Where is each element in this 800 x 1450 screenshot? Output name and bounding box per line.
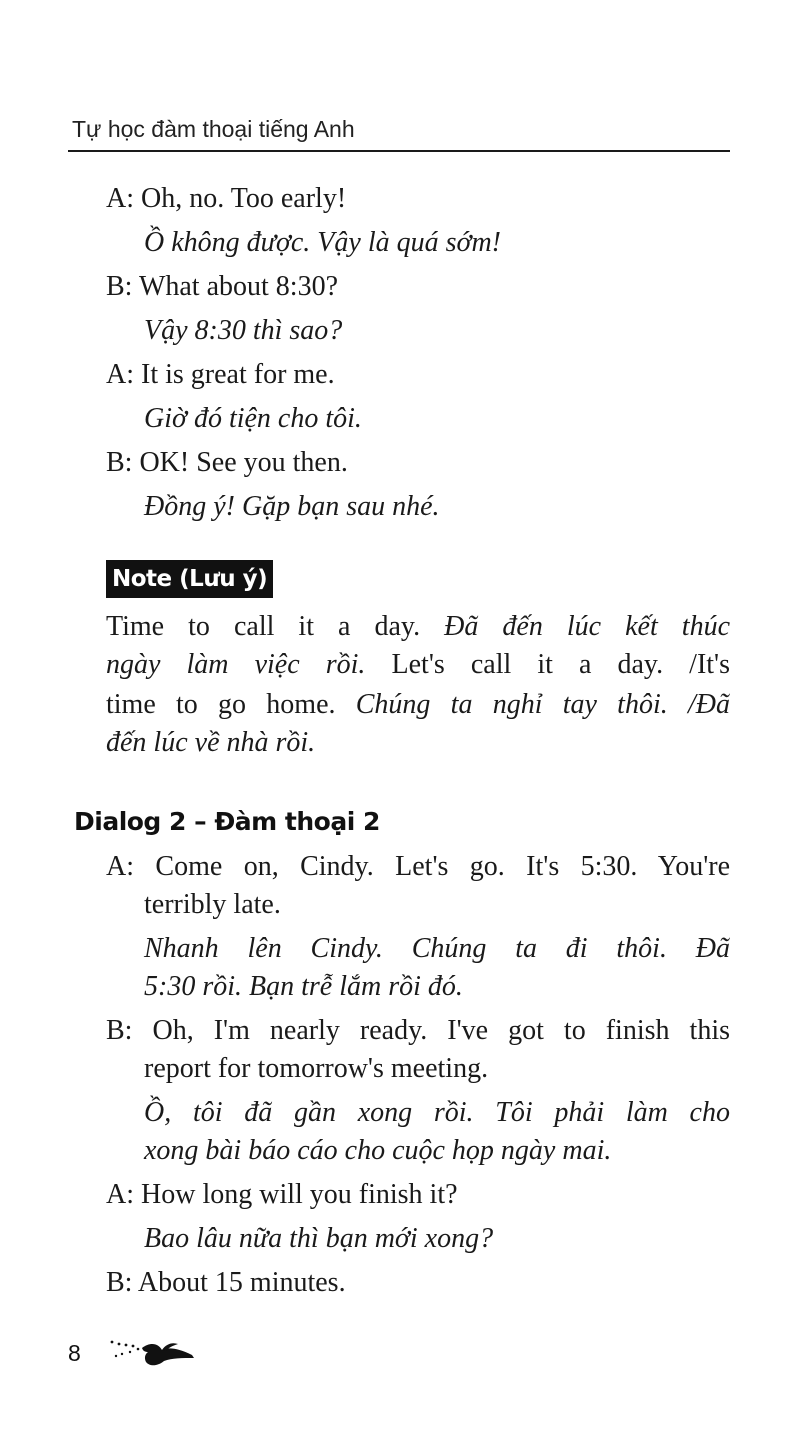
dialog2-line-en: B: Oh, I'm nearly ready. I've got to finish this bbox=[106, 1015, 730, 1046]
note-text-en: Time to call it a day. bbox=[106, 611, 445, 642]
dialog2-line-vi: Ồ, tôi đã gần xong rồi. Tôi phải làm cho bbox=[144, 1097, 730, 1128]
note-line bbox=[106, 650, 730, 680]
dialog2-heading: Dialog 2 – Đàm thoại 2 bbox=[74, 807, 380, 836]
note-line bbox=[106, 690, 730, 720]
note-text-vi: Đã đến lúc kết thúc bbox=[444, 611, 730, 642]
sparrow-ornament-icon bbox=[108, 1328, 200, 1376]
dialog2-line-vi: Bao lâu nữa thì bạn mới xong? bbox=[144, 1223, 494, 1254]
note-line bbox=[106, 612, 730, 642]
dialog2-line-vi: Nhanh lên Cindy. Chúng ta đi thôi. Đã bbox=[144, 933, 730, 964]
dialog2-line-vi: xong bài báo cáo cho cuộc họp ngày mai. bbox=[144, 1135, 612, 1166]
note-text-en: time to go home. bbox=[106, 689, 356, 720]
dialog1-line-en: A: It is great for me. bbox=[106, 359, 335, 390]
book-title: Tự học đàm thoại tiếng Anh bbox=[72, 116, 355, 142]
page-number: 8 bbox=[68, 1340, 81, 1366]
note-label: Note (Lưu ý) bbox=[106, 560, 273, 598]
note-line bbox=[106, 728, 730, 758]
dialog2-line-en: terribly late. bbox=[144, 889, 281, 920]
dialog2-line-vi: 5:30 rồi. Bạn trễ lắm rồi đó. bbox=[144, 971, 463, 1002]
dialog1-line-vi: Ồ không được. Vậy là quá sớm! bbox=[144, 227, 501, 258]
dialog2-line-en: B: About 15 minutes. bbox=[106, 1267, 346, 1298]
dialog2-line-en: A: Come on, Cindy. Let's go. It's 5:30. You're bbox=[106, 851, 730, 882]
running-header bbox=[68, 112, 730, 152]
dialog1-line-vi: Giờ đó tiện cho tôi. bbox=[144, 403, 362, 434]
dialog2-line-en: A: How long will you finish it? bbox=[106, 1179, 458, 1210]
note-text-en: Let's call it a day. /It's bbox=[365, 649, 730, 680]
dialog1-line-vi: Vậy 8:30 thì sao? bbox=[144, 315, 343, 346]
dialog1-line-en: A: Oh, no. Too early! bbox=[106, 183, 347, 214]
note-text-vi: ngày làm việc rồi. bbox=[106, 649, 366, 680]
dialog1-line-en: B: OK! See you then. bbox=[106, 447, 348, 478]
dialog1-line-en: B: What about 8:30? bbox=[106, 271, 338, 302]
dialog1-line-vi: Đồng ý! Gặp bạn sau nhé. bbox=[144, 491, 440, 522]
dialog2-line-en: report for tomorrow's meeting. bbox=[144, 1053, 489, 1084]
note-text-vi: Chúng ta nghỉ tay thôi. /Đã bbox=[355, 689, 730, 720]
note-text-vi: đến lúc về nhà rồi. bbox=[106, 727, 316, 758]
